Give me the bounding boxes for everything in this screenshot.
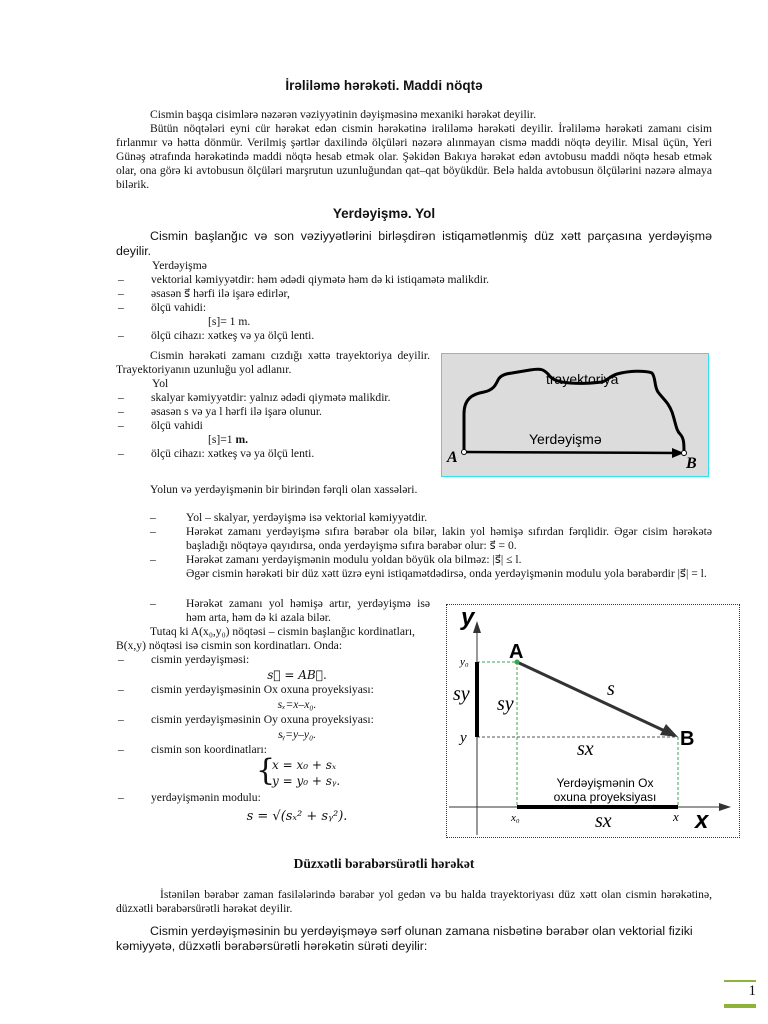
list-item-text: ölçü vahidi: (151, 301, 207, 314)
list-item (116, 391, 430, 405)
list-item (116, 511, 712, 525)
trajectory-figure (441, 353, 709, 477)
dash: – (150, 525, 156, 538)
sy-left-label: sy (453, 683, 470, 705)
list-item (116, 553, 712, 567)
point-a-marker (462, 450, 467, 455)
point-a-label: A (509, 641, 524, 663)
paragraph-coordinates: Tutaq ki A(x₀,y₀) nöqtəsi – cismin başlanğıc kordinatları, B(x,y) nöqtəsi isə cismin son kordinatları. Onda: (116, 625, 415, 652)
section-title-uniform-motion: Düzxətli bərabərsürətli hərəkət (293, 856, 475, 871)
section-title-translational-motion: İrəliləmə hərəkəti. Maddi nöqtə (285, 78, 483, 93)
list-item (116, 653, 438, 667)
list-item (116, 405, 430, 419)
dash: – (118, 273, 124, 286)
paragraph-displacement-definition: Cismin başlanğıc və son vəziyyətlərini birləşdirən istiqamətlənmiş düz xətt parçasına yerdəyişmə deyilir. (116, 229, 712, 258)
paragraph-mechanical-motion: Cismin başqa cisimlərə nəzərən vəziyyətinin dəyişməsinə mexaniki hərəkət deyilir. (150, 108, 537, 121)
dash: – (118, 791, 124, 804)
caption-line-2: oxuna proyeksiyası (553, 790, 657, 804)
list-item-text: cismin yerdəyişməsinin Oy oxuna proyeksiyası: (151, 713, 374, 726)
dash: – (118, 301, 124, 314)
formula-sx: sₓ=x–x₀. (277, 698, 317, 711)
unit-bold: m. (235, 433, 249, 446)
x-tick-label: x (673, 809, 679, 824)
y-tick-label: y (460, 730, 467, 746)
dash: – (118, 287, 124, 300)
page-number-rule-top (724, 980, 756, 982)
formula-x: x = x₀ + sₓ (272, 758, 337, 772)
list-item-text: cismin yerdəyişməsi: (151, 653, 250, 666)
list-item-text: əsasən s⃗ hərfi ilə işarə edirlər, (151, 287, 290, 300)
unit-formula: [s]= 1 m. (208, 315, 251, 328)
vector-arrow-icon (660, 724, 678, 737)
differences-list (116, 511, 712, 581)
list-item-text: skalyar kəmiyyətdir: yalnız ədədi qiymətə malikdir. (151, 391, 391, 404)
projection-diagram-svg (447, 605, 739, 837)
dash: – (150, 553, 156, 566)
y-axis-label: y (461, 605, 475, 631)
list-item-text: Hərəkət zamanı yerdəyişmə sıfıra bərabər ola bilər, lakin yol həmişə sıfırdan fərqlidir. Əgər cisim hərəkətə başladığı nöqtəyə qayıdırsa, onda yerdəyişmə sıfıra bərabər olur: s⃗ = 0. (186, 525, 712, 552)
displacement-list (116, 259, 712, 343)
dash: – (118, 447, 124, 460)
list-item-text: ölçü cihazı: xətkeş və ya ölçü lenti. (151, 329, 315, 342)
formula-displacement: s⃗ = AB⃗. (267, 668, 327, 682)
displacement-label: Yerdəyişmə (529, 431, 602, 447)
list-item (116, 743, 438, 757)
list-item (116, 419, 430, 433)
list-item-text: cismin yerdəyişməsinin Ox oxuna proyeksiyası: (151, 683, 374, 696)
list-item (116, 301, 712, 315)
dash: – (118, 419, 124, 432)
list-item-text: ölçü cihazı: xətkeş və ya ölçü lenti. (151, 447, 315, 460)
point-b-label: B (680, 728, 695, 750)
trajectory-label: trayektoriya (546, 371, 619, 387)
projection-diagram (446, 604, 740, 838)
list-item (116, 329, 712, 343)
brace-icon: { (256, 753, 276, 788)
list-label: Yerdəyişmə (152, 259, 207, 272)
s-vector-label: s⃗ (607, 678, 631, 700)
paragraph-trajectory: Cismin hərəkəti zamanı cızdığı xəttə trayektoriya deyilir. Trayektoriyanın uzunluğu yol adlanır. (116, 349, 430, 376)
dash: – (150, 597, 156, 610)
list-item (116, 287, 712, 301)
dash: – (118, 683, 124, 696)
dash: – (118, 329, 124, 342)
y0-tick-label: y₀ (460, 656, 469, 668)
list-item-text: Hərəkət zamanı yol həmişə artır, yerdəyişmə isə həm arta, həm də ki azala bilər. (186, 597, 430, 624)
x0-tick-label: x₀ (511, 812, 520, 824)
list-item-text: ölçü vahidi (151, 419, 203, 432)
list-item-text: vektorial kəmiyyətdir: həm ədədi qiymətə həm də ki istiqamətə malikdir. (151, 273, 490, 286)
list-item-text: yerdəyişmənin modulu: (151, 791, 261, 804)
page-number-rule-bottom (724, 1004, 756, 1008)
trajectory-drawing (442, 354, 708, 476)
unit-prefix: [s]=1 (208, 433, 236, 446)
list-item (116, 713, 438, 727)
list-item (116, 791, 438, 805)
displacement-vector (517, 662, 667, 732)
dash: – (118, 405, 124, 418)
dash: – (118, 713, 124, 726)
paragraph-velocity: Cismin yerdəyişməsinin bu yerdəyişməyə sərf olunan zamana nisbətinə bərabər olan vektorial fiziki kəmiyyətə, düzxətli bərabərsürətli hərəkətin sürəti deyilir: (116, 924, 693, 953)
formula-system (116, 753, 438, 789)
list-item (116, 447, 430, 461)
point-a-label: A (447, 449, 458, 466)
dash: – (118, 653, 124, 666)
unit-formula (116, 433, 430, 447)
list-note: Əgər cismin hərəkəti bir düz xətt üzrə eyni istiqamətdədirsə, onda yerdəyişmənin modulu yola bərabərdir |s⃗| = l. (186, 567, 707, 580)
formula-y: y = y₀ + sᵧ. (272, 774, 341, 788)
caption-line-1: Yerdəyişmənin Ox (556, 776, 654, 790)
path-column (116, 349, 430, 461)
list-item-wrapper (116, 597, 430, 625)
sx-mid-label: sx (577, 738, 594, 760)
coordinates-column (116, 625, 438, 829)
list-item-text: Hərəkət zamanı yerdəyişmənin modulu yoldan böyük ola bilməz: |s⃗| ≤ l. (186, 553, 522, 566)
paragraph-differences: Yolun və yerdəyişmənin bir birindən fərqli olan xassələri. (150, 483, 418, 496)
dash: – (118, 391, 124, 404)
displacement-arrow (464, 452, 678, 453)
list-item (116, 683, 438, 697)
list-item (116, 273, 712, 287)
list-item (116, 597, 430, 625)
list-item-text: əsasən s və ya l hərfi ilə işarə olunur. (151, 405, 322, 418)
list-item (116, 525, 712, 553)
list-item-text: cismin son koordinatları: (151, 743, 267, 756)
list-label: Yol (152, 377, 169, 390)
section-title-displacement-path: Yerdəyişmə. Yol (332, 206, 436, 221)
point-b-label: B (686, 455, 697, 472)
list-item-text: Yol – skalyar, yerdəyişmə isə vektorial kəmiyyətdir. (186, 511, 428, 524)
sx-bottom-label: sx (595, 810, 612, 832)
sy-mid-label: sy (497, 693, 514, 715)
page-number: 1 (748, 983, 756, 999)
dash: – (150, 511, 156, 524)
paragraph-uniform-motion: İstənilən bərabər zaman fasilələrində bərabər yol gedən və bu halda trayektoriyası düz xətt olan cismin hərəkətinə, düzxətli bərabərsürətli hərəkət deyilir. (116, 888, 712, 915)
paragraph-translational-motion: Bütün nöqtələri eyni cür hərəkət edən cismin hərəkətinə irəliləmə hərəkəti deyilir. İrəliləmə hərəkəti zamanı cisim fırlanmır və hətta dönmür. Verilmiş şərtlər daxilində ölçüləri nəzərə alınmayan cismə maddi nöqtə deyilir. Misal üçün, Yeri Günəş ətrafında hərəkətində maddi nöqtə hesab etmək olar. Şəkidən Bakıya hərəkət edən avtobusu maddi nöqtə hesab etmək olar, ona görə ki avtobusun ölçüləri marşrutun uzunluğundan qat–qat böyükdür. Belə halda avtobusun ölçülərini nəzərə almaya bilərik. (116, 122, 712, 191)
dash: – (118, 743, 124, 756)
formula-sy: sᵧ=y–y₀. (277, 728, 317, 741)
x-axis-arrow-icon (719, 803, 731, 811)
x-axis-label: x (695, 807, 709, 834)
formula-modulus: s = √(sₓ² + sᵧ²). (246, 809, 348, 824)
